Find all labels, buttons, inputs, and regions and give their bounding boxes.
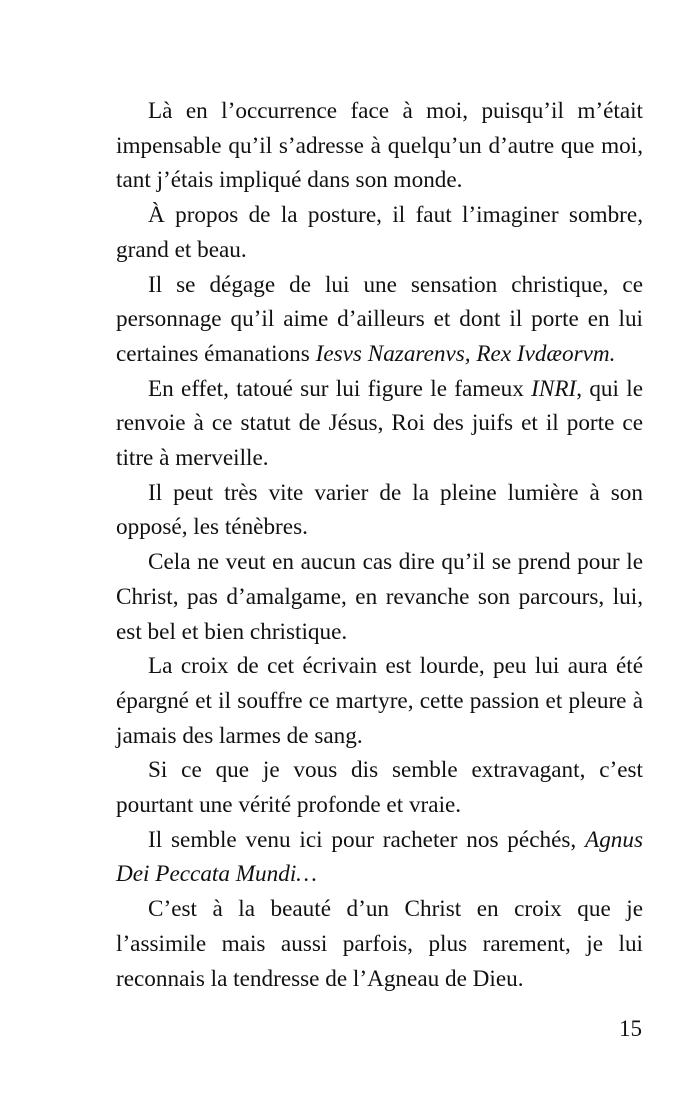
paragraph-text: Il semble venu ici pour racheter nos péchés, bbox=[148, 826, 586, 853]
inri-term: INRI bbox=[531, 375, 577, 402]
paragraph bbox=[116, 649, 643, 753]
paragraph bbox=[116, 753, 643, 822]
page-body bbox=[116, 94, 643, 996]
paragraph-text: Là en l’occurrence face à moi, puisqu’il m’était impensable qu’il s’adresse à quelqu’un d’autre que moi, tant j’étais impliqué dans son monde. bbox=[116, 98, 643, 194]
paragraph-text: Il peut très vite varier de la pleine lumière à son opposé, les ténèbres. bbox=[116, 479, 643, 541]
paragraph bbox=[116, 892, 643, 996]
paragraph-text: C’est à la beauté d’un Christ en croix que je l’assimile mais aussi parfois, plus rarement, je lui reconnais la tendresse de l’Agneau de Dieu. bbox=[116, 896, 643, 992]
paragraph-text: En effet, tatoué sur lui figure le fameux bbox=[148, 375, 532, 402]
page-number: 15 bbox=[619, 1016, 642, 1041]
paragraph bbox=[116, 268, 643, 372]
paragraph-text: Si ce que je vous dis semble extravagant, c’est pourtant une vérité profonde et vraie. bbox=[116, 757, 643, 819]
paragraph-text: Cela ne veut en aucun cas dire qu’il se prend pour le Christ, pas d’amalgame, en revanche son parcours, lui, est bel et bien christique. bbox=[116, 549, 643, 645]
paragraph bbox=[116, 476, 643, 545]
paragraph-text: La croix de cet écrivain est lourde, peu lui aura été épargné et il souffre ce martyre, cette passion et pleure à jamais des larmes de sang. bbox=[116, 653, 643, 749]
paragraph bbox=[116, 372, 643, 476]
paragraph-text: , qui le renvoie à ce statut de Jésus, Roi des juifs et il porte ce titre à merveille. bbox=[116, 375, 643, 472]
paragraph-text: Il se dégage de lui une sensation christique, ce personnage qu’il aime d’ailleurs et dont il porte en lui certaines émanations bbox=[116, 271, 643, 367]
paragraph bbox=[116, 94, 643, 198]
paragraph bbox=[116, 545, 643, 649]
paragraph bbox=[116, 823, 643, 892]
paragraph-text: À propos de la posture, il faut l’imaginer sombre, grand et beau. bbox=[116, 202, 643, 263]
latin-phrase: Agnus Dei Peccata Mundi… bbox=[116, 826, 643, 888]
latin-inscription: Iesvs Nazarenvs, Rex Ivdæorvm. bbox=[315, 340, 616, 367]
paragraph bbox=[116, 198, 643, 267]
